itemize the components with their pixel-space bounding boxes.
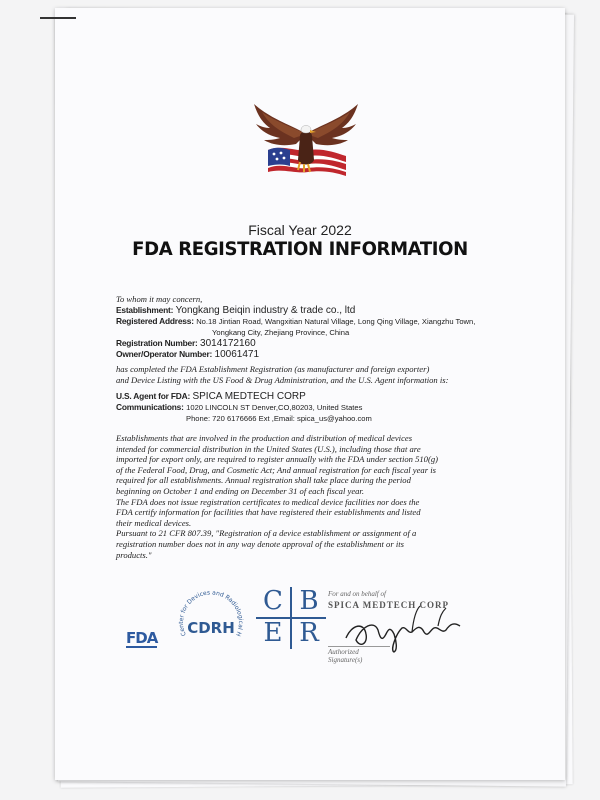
legal-line: intended for commercial distribution in the United States (U.S.), including those that are — [116, 443, 421, 454]
legal-line: Pursuant to 21 CFR 807.39, "Registration of a device establishment or assignment of a — [116, 528, 417, 539]
eagle-flag-emblem — [250, 100, 362, 192]
cber-b: B — [299, 586, 319, 616]
cber-r: R — [299, 618, 319, 648]
fda-logo: FDA — [126, 629, 158, 647]
legal-line: FDA certify information for facilities that have registered their establishments and listed — [116, 507, 421, 518]
address-line-1: No.18 Jintian Road, Wangxitian Natural Village, Long Qing Village, Xiangzhu Town, — [196, 317, 476, 326]
legal-line: of the Federal Food, Drug, and Cosmetic Act; And annual registration for each fiscal year is — [116, 464, 436, 475]
agent-label: U.S. Agent for FDA: — [116, 391, 191, 401]
owner-value: 10061471 — [214, 349, 260, 360]
agent-block — [116, 391, 526, 424]
communications-line-2: Phone: 720 6176666 Ext ,Email: spica_us@yahoo.com — [186, 414, 372, 423]
signature-block — [328, 590, 498, 664]
document-title: FDA REGISTRATION INFORMATION — [132, 238, 468, 260]
legal-line: beginning on October 1 and ending on December 31 of each fiscal year. — [116, 485, 364, 496]
establishment-value: Yongkang Beiqin industry & trade co., ltd — [175, 305, 356, 316]
fiscal-year: Fiscal Year 2022 — [248, 222, 352, 238]
signature-caption-top: For and on behalf of — [328, 590, 386, 598]
signature-caption-bottom: Authorized Signature(s) — [328, 646, 390, 664]
legal-line: products." — [116, 549, 152, 560]
cdrh-letters: CDRH — [187, 619, 235, 637]
salutation: To whom it may concern, — [116, 294, 203, 304]
legal-line: The FDA does not issue registration certificates to medical device facilities nor does the — [116, 496, 420, 507]
completed-line-2: and Device Listing with the US Food & Drug Administration, and the U.S. Agent information is: — [116, 375, 449, 385]
communications-label: Communications: — [116, 402, 184, 412]
completed-statement — [116, 364, 526, 386]
legal-line: required for all establishments. Annual registration shall take place during the period — [116, 475, 411, 486]
cber-e: E — [263, 618, 283, 648]
cber-logo — [254, 585, 328, 651]
owner-label: Owner/Operator Number: — [116, 349, 213, 359]
registration-label: Registration Number: — [116, 338, 198, 348]
address-line-2: Yongkang City, Zhejiang Province, China — [212, 328, 350, 337]
legal-line: registration number does not in any way denote approval of the establishment or its — [116, 538, 404, 549]
address-label: Registered Address: — [116, 316, 194, 326]
establishment-block — [116, 294, 526, 360]
legal-line: Establishments that are involved in the production and distribution of medical devices — [116, 433, 413, 443]
communications-line-1: 1020 LINCOLN ST Denver,CO,80203, United States — [186, 403, 363, 412]
logos-row — [120, 585, 520, 665]
dash-mark — [40, 17, 76, 19]
cber-c: C — [263, 586, 283, 616]
cdrh-ring-text: Center for Devices and Radiological H — [178, 589, 244, 638]
legal-text — [116, 433, 526, 560]
completed-line-1: has completed the FDA Establishment Registration (as manufacturer and foreign exporter) — [116, 364, 430, 374]
legal-line: their medical devices. — [116, 517, 192, 528]
signature-corp: SPICA MEDTECH CORP — [328, 600, 450, 610]
agent-value: SPICA MEDTECH CORP — [192, 391, 306, 402]
establishment-label: Establishment: — [116, 305, 174, 315]
cdrh-logo — [178, 585, 244, 657]
cber-divider-v — [290, 587, 292, 649]
registration-value: 3014172160 — [200, 338, 256, 349]
legal-line: imported for export only, are required to register annually with the FDA under section 510(g) — [116, 454, 438, 465]
